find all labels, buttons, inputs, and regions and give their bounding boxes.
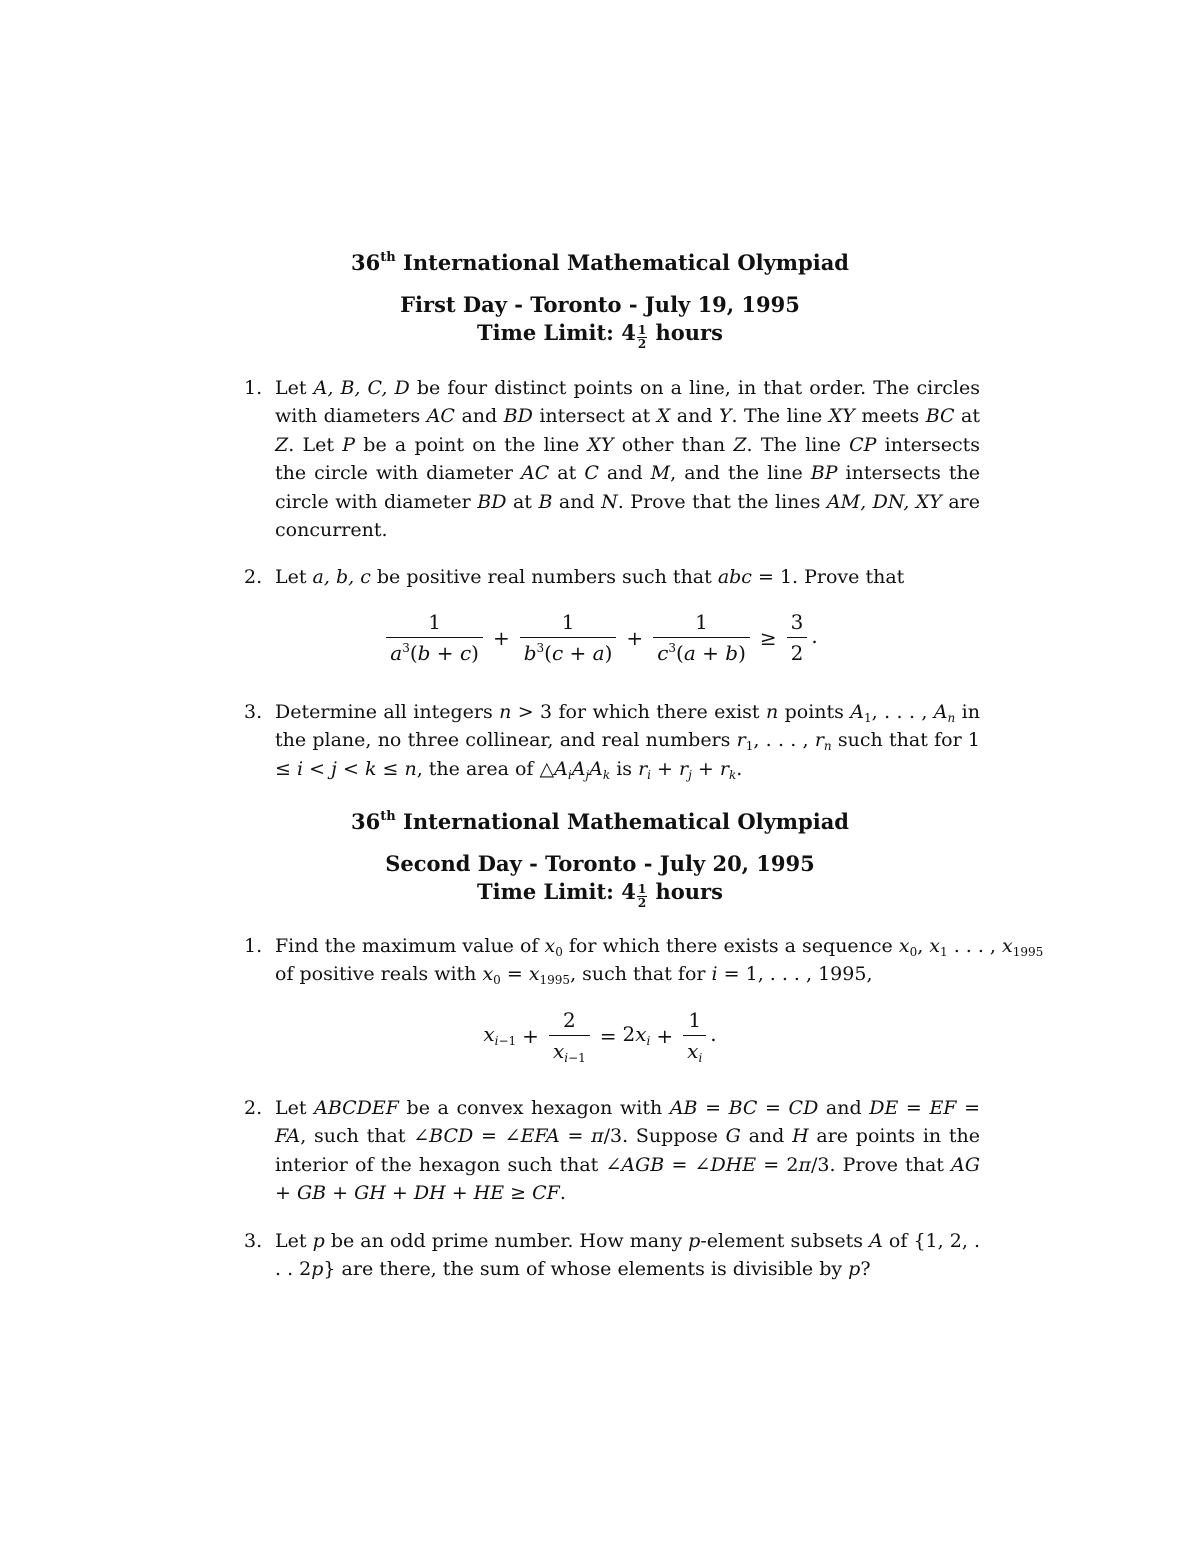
problem-text: Let ABCDEF be a convex hexagon with AB = BC = CD and DE = EF = FA, such that ∠BCD = ∠EFA = π/3. Suppose G and H are points in the interior of the hexagon such that ∠AGB = ∠DHE = 2π/3. Prove that AG + GB + GH + DH + HE ≥ CF. [275, 1097, 981, 1205]
problem-text: Let a, b, c be positive real numbers such that abc = 1. Prove that [275, 566, 905, 588]
day2-problem-3 [244, 1227, 980, 1284]
problem-number: 1. [244, 935, 263, 957]
day2-time-limit: Time Limit: 4 $\frac{1}{2}$ hours [477, 879, 723, 910]
problem-number: 2. [244, 566, 263, 588]
day2-title: 36th International Mathematical Olympiad [351, 809, 849, 834]
problem-text: Determine all integers n > 3 for which there exist n points $A_1$, . . . , $A_n$ in the plane, no three collinear, and real numbers $r_1$, . . . , $r_n$ such that for 1 ≤ i < j < k ≤ n, the area of $\triangle A_iA_jA_k$ is $r_i + r_j + r_k$. [275, 701, 980, 782]
day1-problem-3 [244, 698, 980, 783]
day1-problem-2-formula: $\frac{1}{a^3(b + c)}$ + $\frac{1}{b^3(c + a)}$ + $\frac{1}{c^3(a + b)}$ ≥ $\frac{3}{2}$ . [0, 609, 1200, 666]
day1-problem-2 [244, 563, 980, 591]
day2-problem-2 [244, 1094, 980, 1208]
problem-text: Let p be an odd prime number. How many p-element subsets A of {1, 2, . . . 2p} are there, the sum of whose elements is divisible by p? [275, 1230, 980, 1281]
day1-title: 36th International Mathematical Olympiad [351, 250, 849, 275]
day2-problem-1 [244, 932, 1044, 989]
problem-number: 1. [244, 377, 263, 399]
day1-subtitle: First Day - Toronto - July 19, 1995 [400, 292, 800, 317]
day2-problem-1-formula: $x_{i-1}$ + $\frac{2}{x_{i-1}}$ = $2x_i$ + $\frac{1}{x_i}$ . [483, 1008, 717, 1065]
day2-subtitle: Second Day - Toronto - July 20, 1995 [385, 851, 815, 876]
problem-text: Find the maximum value of $x_0$ for which there exists a sequence $x_0$, $x_1$ . . . , $x_{1995}$ of positive reals with $x_0 = x_{1995}$, such that for i = 1, . . . , 1995, [275, 935, 1044, 988]
problem-number: 3. [244, 701, 263, 723]
problem-number: 3. [244, 1230, 263, 1252]
problem-number: 2. [244, 1097, 263, 1119]
problem-text: Let A, B, C, D be four distinct points on a line, in that order. The circles with diameters AC and BD intersect at X and Y. The line XY meets BC at Z. Let P be a point on the line XY other than Z. The line CP intersects the circle with diameter AC at C and M, and the line BP intersects the circle with diameter BD at B and N. Prove that the lines AM, DN, XY are concurrent. [275, 377, 981, 542]
day1-time-limit: Time Limit: 4 $\frac{1}{2}$ hours [477, 320, 723, 351]
day1-problem-1 [244, 374, 980, 544]
